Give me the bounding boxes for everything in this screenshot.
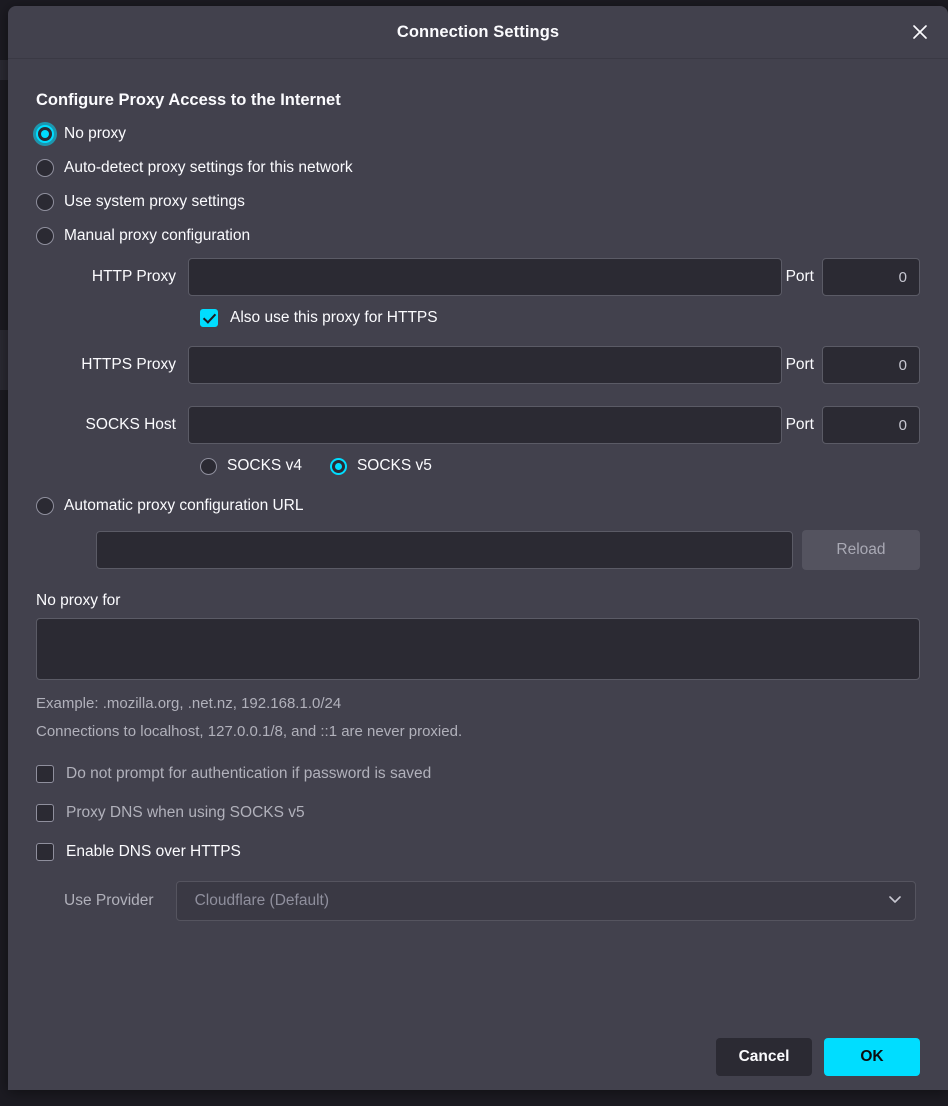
radio-no-proxy[interactable] <box>36 125 54 143</box>
section-heading: Configure Proxy Access to the Internet <box>36 91 341 109</box>
no-auth-prompt-label: Do not prompt for authentication if password is saved <box>66 765 432 782</box>
radio-pac[interactable] <box>36 497 54 515</box>
radio-label-socks-v4: SOCKS v4 <box>227 457 302 474</box>
socks-port-label: Port <box>785 416 814 433</box>
http-proxy-row <box>36 258 920 296</box>
radio-socks-v5[interactable] <box>330 458 347 475</box>
radio-use-system[interactable] <box>36 193 54 211</box>
http-port-label: Port <box>785 268 814 285</box>
radio-label-use-system: Use system proxy settings <box>64 193 245 210</box>
pac-url-input[interactable] <box>96 531 793 569</box>
socks-host-row <box>36 406 920 444</box>
chevron-down-icon <box>887 891 903 912</box>
socks-host-input[interactable] <box>188 406 782 444</box>
also-https-row[interactable] <box>200 308 920 328</box>
radio-auto-detect[interactable] <box>36 159 54 177</box>
http-proxy-input[interactable] <box>188 258 782 296</box>
dialog-titlebar <box>8 6 948 59</box>
radio-row-socks-v5[interactable] <box>330 456 432 476</box>
radio-label-socks-v5: SOCKS v5 <box>356 457 432 474</box>
provider-row <box>64 881 920 921</box>
radio-row-manual[interactable] <box>36 226 920 246</box>
provider-label: Use Provider <box>64 892 154 909</box>
enable-doh-checkbox[interactable] <box>36 843 54 861</box>
cancel-button[interactable]: Cancel <box>716 1038 812 1076</box>
dialog-title: Connection Settings <box>396 22 560 41</box>
socks-version-row <box>200 456 920 476</box>
radio-row-no-proxy[interactable] <box>36 124 920 144</box>
socks-host-label: SOCKS Host <box>85 416 176 433</box>
radio-row-use-system[interactable] <box>36 192 920 212</box>
radio-label-pac: Automatic proxy configuration URL <box>64 497 304 514</box>
connection-settings-dialog <box>8 6 948 1090</box>
no-proxy-for-label: No proxy for <box>36 592 121 609</box>
dialog-content <box>8 59 948 1028</box>
enable-doh-label: Enable DNS over HTTPS <box>66 843 241 860</box>
http-proxy-label: HTTP Proxy <box>91 268 176 285</box>
https-proxy-row <box>36 346 920 384</box>
no-proxy-for-textarea[interactable] <box>36 618 920 680</box>
https-proxy-label: HTTPS Proxy <box>81 356 176 373</box>
radio-socks-v4[interactable] <box>200 458 217 475</box>
also-https-label: Also use this proxy for HTTPS <box>230 309 438 326</box>
proxy-dns-label: Proxy DNS when using SOCKS v5 <box>66 804 305 821</box>
radio-manual[interactable] <box>36 227 54 245</box>
localhost-hint: Connections to localhost, 127.0.0.1/8, and ::1 are never proxied. <box>36 723 463 740</box>
close-icon[interactable] <box>904 16 936 48</box>
provider-select[interactable] <box>176 881 916 921</box>
radio-row-socks-v4[interactable] <box>200 456 302 476</box>
pac-url-row <box>96 530 920 570</box>
provider-value: Cloudflare (Default) <box>194 892 329 909</box>
radio-label-no-proxy: No proxy <box>64 125 127 142</box>
ok-button[interactable]: OK <box>824 1038 920 1076</box>
proxy-dns-checkbox[interactable] <box>36 804 54 822</box>
https-proxy-input[interactable] <box>188 346 782 384</box>
options-group <box>36 764 920 862</box>
socks-port-input[interactable] <box>822 406 920 444</box>
https-port-label: Port <box>785 356 814 373</box>
http-port-input[interactable] <box>822 258 920 296</box>
radio-row-pac[interactable] <box>36 496 920 516</box>
radio-label-manual: Manual proxy configuration <box>64 227 251 244</box>
reload-button[interactable]: Reload <box>802 530 920 570</box>
check-row-no-auth-prompt[interactable] <box>36 764 920 784</box>
radio-label-auto-detect: Auto-detect proxy settings for this network <box>64 159 353 176</box>
radio-row-auto-detect[interactable] <box>36 158 920 178</box>
dialog-footer <box>8 1028 948 1090</box>
https-port-input[interactable] <box>822 346 920 384</box>
no-auth-prompt-checkbox[interactable] <box>36 765 54 783</box>
check-row-doh[interactable] <box>36 842 920 862</box>
check-row-proxy-dns[interactable] <box>36 803 920 823</box>
also-https-checkbox[interactable] <box>200 309 218 327</box>
example-hint: Example: .mozilla.org, .net.nz, 192.168.1.0/24 <box>36 695 342 712</box>
